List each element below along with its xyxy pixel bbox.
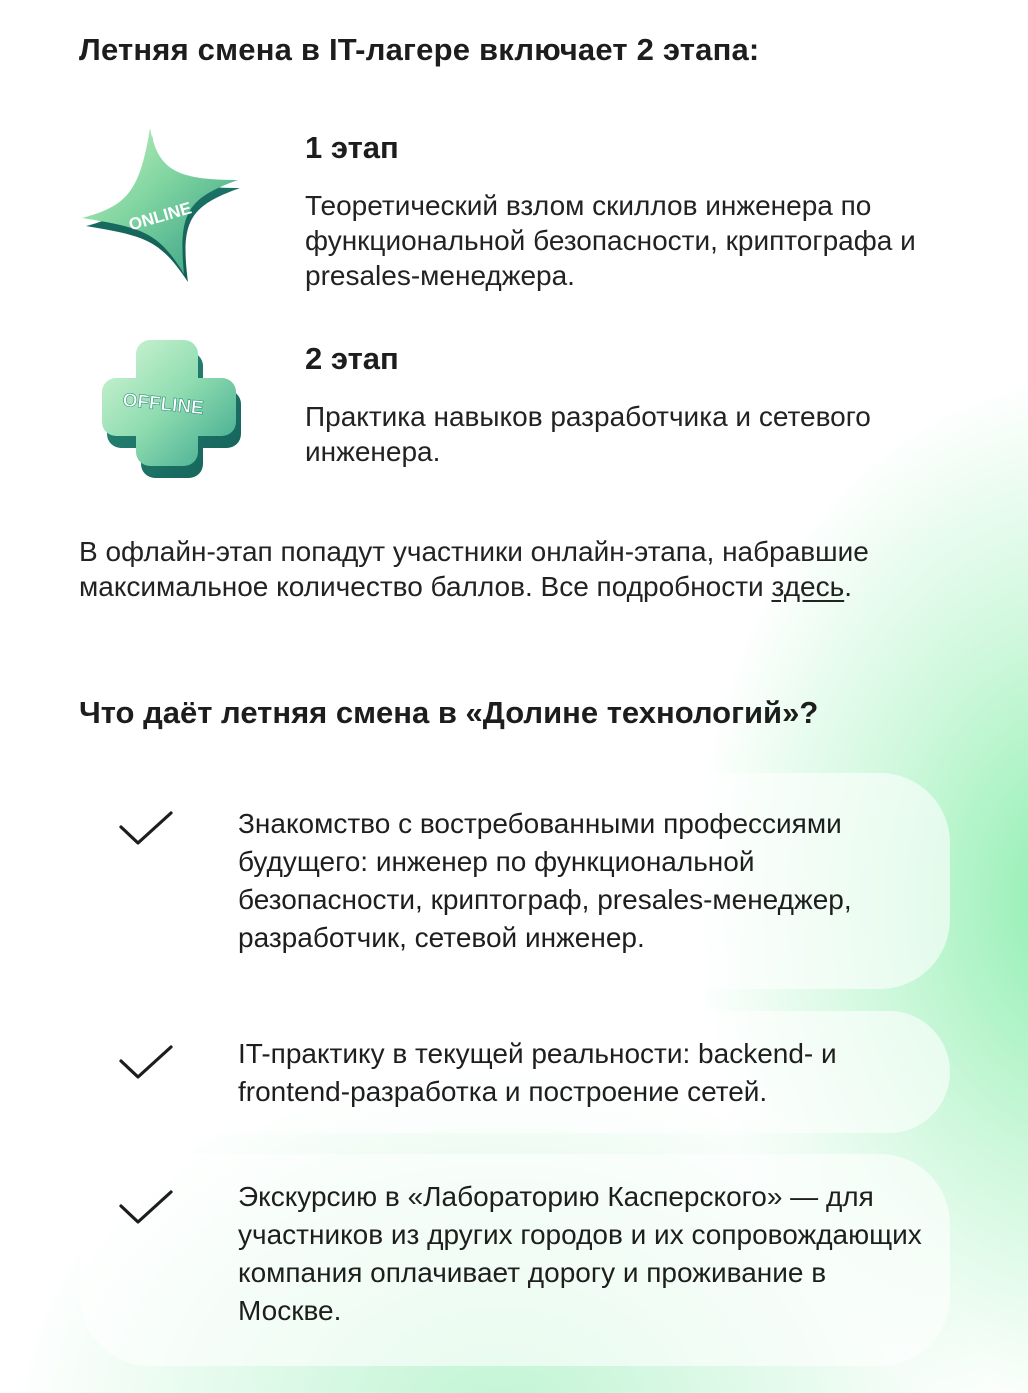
benefit-text: IT-практику в текущей реальности: backend- и frontend-разработка и построение сетей. <box>238 1038 837 1107</box>
benefits-heading: Что даёт летняя смена в «Долине технологий»? <box>79 695 819 730</box>
check-icon <box>118 1043 174 1083</box>
stage-2-description: Практика навыков разработчика и сетевого инженера. <box>305 401 871 467</box>
page-title: Летняя смена в IT-лагере включает 2 этапа: <box>79 32 760 67</box>
online-star-badge <box>78 124 244 284</box>
note-text: В офлайн-этап попадут участники онлайн-этапа, набравшие максимальное количество баллов. Все подробности <box>79 536 869 602</box>
offline-cross-badge <box>100 336 246 478</box>
note-end: . <box>844 571 852 602</box>
benefit-text: Знакомство с востребованными профессиями будущего: инженер по функциональной безопасности, криптограф, presales-менеджер, разработчик, сетевой инженер. <box>238 808 852 953</box>
stage-2-title: 2 этап <box>305 341 399 376</box>
check-icon <box>118 809 174 849</box>
benefit-card <box>80 1154 950 1366</box>
stage-1-description: Теоретический взлом скиллов инженера по функциональной безопасности, криптографа и presales-менеджера. <box>305 190 916 291</box>
online-badge-label: ONLINE <box>126 198 194 235</box>
check-icon <box>118 1188 174 1228</box>
benefit-text: Экскурсию в «Лабораторию Касперского» — для участников из других городов и их сопровождающих компания оплачивает дорогу и проживание в Москве. <box>238 1181 922 1326</box>
benefit-card <box>80 1011 950 1133</box>
offline-badge-label: OFFLINE <box>121 389 205 420</box>
benefit-card <box>80 773 950 989</box>
offline-selection-note <box>79 534 979 604</box>
details-link[interactable]: здесь <box>771 571 845 602</box>
stage-1-title: 1 этап <box>305 130 399 165</box>
